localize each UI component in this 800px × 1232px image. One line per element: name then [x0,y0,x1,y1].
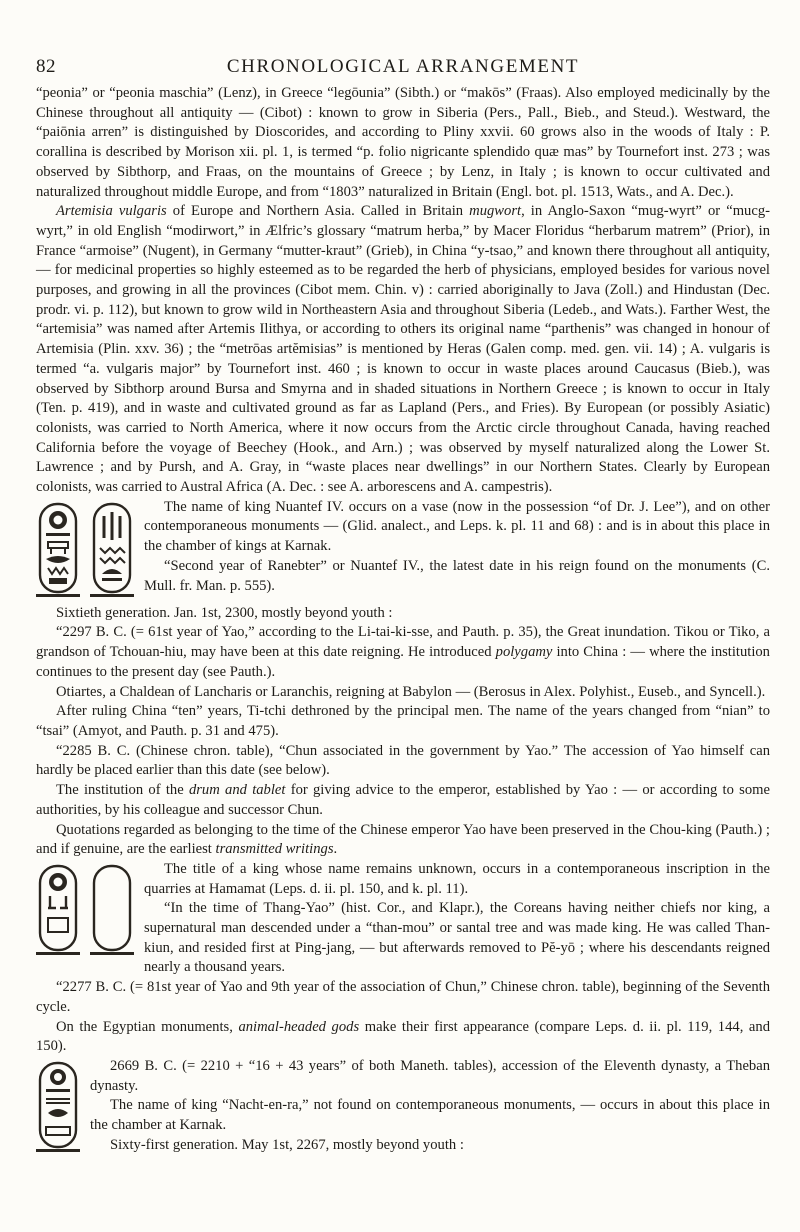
paragraph-2297: “2297 B. C. (= 61st year of Yao,” according to the Li-tai-ki-sse, and Pauth. p. 35), the Great inundation. Tikou or Tiko, a grandson of Tchouan-hiu, may have been at this date reigning. He introduced polygamy into China : — where the institution continues to the present day (see Pauth.). [36,624,770,680]
cartouche-icon [90,864,134,964]
species-name: Artemisia vulgaris [56,203,167,220]
paragraph-nuantef: The name of king Nuantef IV. occurs on a vase (now in the possession “of Dr. J. Lee”), and on other contemporaneous monuments — (Glid. analect., and Leps. k. pl. 11 and 68) : and is in about this place in the chamber of kings at Karnak. [144,498,770,555]
cartouche-icon [36,1061,80,1161]
paragraph-otiartes: Otiartes, a Chaldean of Lancharis or Laranchis, reigning at Babylon — (Berosus in Alex. Polyhist., Euseb., and Syncell.). [56,683,766,700]
cartouche-icon [36,864,80,964]
paragraph-second-year: “Second year of Ranebter” or Nuantef IV., the latest date in his reign found on the monuments (C. Mull. fr. Man. p. 555). [144,557,770,594]
paragraph-2285: “2285 B. C. (Chinese chron. table), “Chun associated in the government by Yao.” The accession of Yao himself can hardly be placed earlier than this date (see below). [36,742,770,779]
paragraph-thang-yao: “In the time of Thang-Yao” (hist. Cor., and Klapr.), the Coreans having neither chiefs nor king, a supernatural man descended under a “than-mou” or santal tree and was made king. He was called Than-kiun, and resided first at Ping-jang, — but afterwards removed to Pĕ-yō ; where his descendants reigned nearly a thousand years. [144,900,770,976]
page-number: 82 [36,56,56,77]
paragraph-artemisia: Artemisia vulgaris of Europe and Northern Asia. Called in Britain mugwort, in Anglo-Saxon “mug-wyrt” or “mucg-wyrt,” in old English “modirwort,” in Ælfric’s glossary “matrum herba,” by Macer Floridus “herbarum matrem” (Prior), in France “armoise” (Nugent), in Germany “mutter-kraut” (Grieb), in China “y-tsao,” and known there throughout all antiquity, — for medicinal properties so highly esteemed as to be regarded the herb of physicians, employed besides for various novel purposes, and growing in all the provinces (Cibot mem. Chin. v) : carried aboriginally to Java (Zoll.) and Hindustan (Dec. prodr. vi. p. 112), but known to grow wild in Northeastern Asia and throughout Siberia (Ledeb., and Wats.). Farther West, the “artemisia” was named after Artemis Ilithya, or according to others its original name “parthenis” was changed in honour of Artemisia (Plin. xxv. 36) ; the “metrōas artĕmisias” is mentioned by Heras (Galen comp. med. gen. vii. 14) ; A. vulgaris is termed “a. vulgaris major” by Tournefort inst. 460 ; is known to occur in waste places around Caucasus (Bieb.), was observed by Sibthorp around Bursa and Smyrna and in shaded situations in Northern Greece ; is known to occur in Italy (Ten. p. 419), and in waste and cultivated ground as far as Lapland (Pers., and Fries). By European (or possibly Asiatic) colonists, was carried to North America, where it now occurs from the Arctic circle throughout Canada, having reached California before the voyage of Beechey (Hook., and Arn.) ; was observed by myself naturalized along the Lower St. Lawrence ; and by Pursh, and A. Gray, in “waste places near dwellings” in our Northern States. Clearly by European colonists, was carried to Austral Africa (A. Dec. : see A. arborescens and A. campestris). [36,203,770,496]
cartouche-icon [90,502,134,602]
paragraph-2277: “2277 B. C. (= 81st year of Yao and 9th year of the association of Chun,” Chinese chron. table), beginning of the Seventh cycle. [36,979,770,1015]
paragraph-drum: The institution of the drum and tablet for giving advice to the emperor, established by Yao : — or according to some authorities, by his colleague and successor Chun. [36,782,770,818]
paragraph-hamamat: The title of a king whose name remains unknown, occurs in a contemporaneous inscription in the quarries at Hamamat (Leps. d. ii. pl. 150, and k. pl. 11). [144,860,770,897]
cartouche-icon [36,502,80,602]
generation-heading: Sixty-first generation. May 1st, 2267, mostly beyond youth : [110,1136,464,1153]
paragraph-peonia: “peonia” or “peonia maschia” (Lenz), in Greece “legōunia” (Sibth.) or “makōs” (Fraas). Also employed medicinally by the Chinese throughout all antiquity — (Cibot) : known to grow in Siberia (Pers., Pall., Bieb., and Steud.). Westward, the “paiōnia arren” is distinguished by Dioscorides, and according to Pliny xxvii. 60 grows also in the woods of Italy : P. corallina is described by Morison xii. pl. 1, is termed “p. folio nigricante splendido quæ mas” by Tournefort inst. 273 ; was observed by Sibthorp, and Fraas, on the mountains of Greece ; by Lenz, in Italy ; is known to occur cultivated and naturalized throughout middle Europe, and from “1803” naturalized in Britain (Engl. bot. pl. 1513, Wats., and A. Dec.). [36,85,770,200]
paragraph-quotations: Quotations regarded as belonging to the time of the Chinese emperor Yao have been preserved in the Chou-king (Pauth.) ; and if genuine, are the earliest transmitted writings. [36,821,770,858]
page-header [36,0,770,84]
page [36,0,770,1232]
body-text [36,84,770,1163]
paragraph-egyptian: On the Egyptian monuments, animal-headed gods make their first appearance (compare Leps. d. ii. pl. 119, 144, and 150). [36,1018,770,1055]
paragraph-nacht-en-ra: The name of king “Nacht-en-ra,” not found on contemporaneous monuments, — occurs in about this place in the chamber at Karnak. [90,1097,770,1134]
paragraph-2669: 2669 B. C. (= 2210 + “16 + 43 years” of both Maneth. tables), accession of the Eleventh dynasty, a Theban dynasty. [90,1057,770,1094]
generation-heading: Sixtieth generation. Jan. 1st, 2300, mostly beyond youth : [56,604,393,621]
running-head: CHRONOLOGICAL ARRANGEMENT [226,56,580,77]
paragraph-ti-tchi: After ruling China “ten” years, Ti-tchi dethroned by the principal men. The name of the years changed from “nian” to “tsai” (Amyot, and Pauth. p. 31 and 475). [36,703,770,739]
